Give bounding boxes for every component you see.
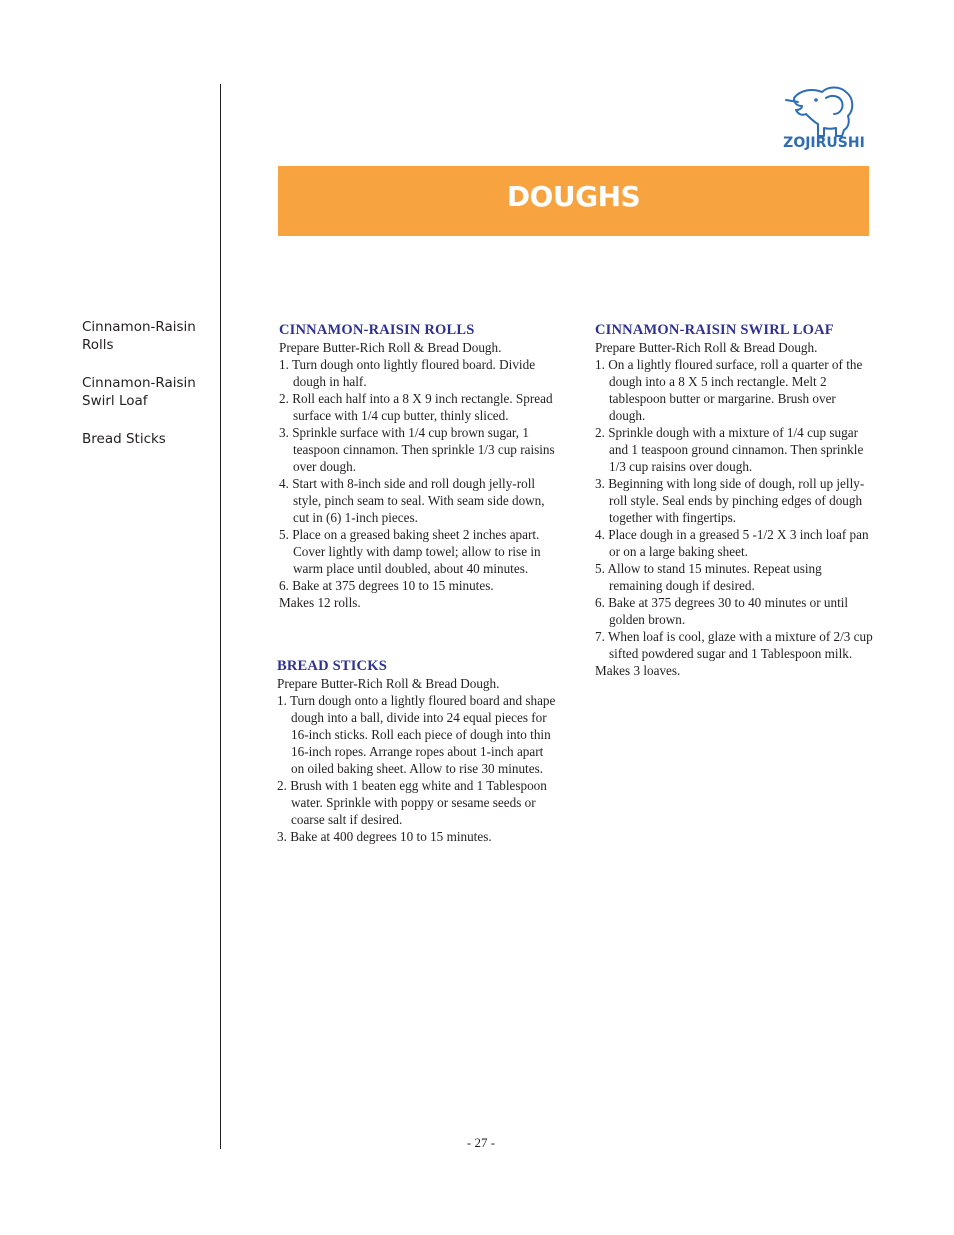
- recipe-steps: [277, 692, 559, 845]
- recipe-step: 5. Allow to stand 15 minutes. Repeat using remaining dough if desired.: [595, 561, 822, 593]
- recipe-step: 3. Beginning with long side of dough, roll up jelly-roll style. Seal ends by pinching edges of dough together with fingertips.: [595, 476, 865, 525]
- recipe-yield: Makes 3 loaves.: [595, 663, 681, 678]
- recipe-step: 6. Bake at 375 degrees 10 to 15 minutes.: [279, 578, 494, 593]
- recipe-step: 1. On a lightly floured surface, roll a quarter of the dough into a 8 X 5 inch rectangle. Melt 2 tablespoon butter or margarine. Brush over dough.: [595, 357, 863, 423]
- section-banner: [278, 166, 869, 236]
- recipe-bread-sticks: [277, 657, 559, 845]
- recipe-step: 2. Roll each half into a 8 X 9 inch rectangle. Spread surface with 1/4 cup butter, thinly sliced.: [279, 391, 553, 423]
- recipe-title: BREAD STICKS: [277, 658, 387, 674]
- sidebar-item-cinnamon-raisin-rolls[interactable]: Cinnamon-Raisin Rolls: [82, 319, 196, 353]
- recipe-step: 4. Start with 8-inch side and roll dough jelly-roll style, pinch seam to seal. With seam side down, cut in (6) 1-inch pieces.: [279, 476, 545, 525]
- recipe-intro: Prepare Butter-Rich Roll & Bread Dough.: [277, 676, 500, 691]
- elephant-icon: [776, 84, 872, 150]
- recipe-step: 6. Bake at 375 degrees 30 to 40 minutes or until golden brown.: [595, 595, 849, 627]
- sidebar-item-cinnamon-raisin-swirl-loaf[interactable]: Cinnamon-Raisin Swirl Loaf: [82, 375, 196, 409]
- recipe-steps: [279, 356, 559, 594]
- sidebar-item-bread-sticks[interactable]: Bread Sticks: [82, 431, 166, 447]
- recipe-step: 3. Sprinkle surface with 1/4 cup brown sugar, 1 teaspoon cinnamon. Then sprinkle 1/3 cup raisins over dough.: [279, 425, 555, 474]
- recipe-step: 1. Turn dough onto lightly floured board. Divide dough in half.: [279, 357, 536, 389]
- recipe-yield: Makes 12 rolls.: [279, 595, 361, 610]
- recipe-cinnamon-raisin-rolls: [279, 321, 559, 611]
- recipe-step: 3. Bake at 400 degrees 10 to 15 minutes.: [277, 829, 492, 844]
- section-title: DOUGHS: [506, 180, 641, 213]
- recipe-step: 7. When loaf is cool, glaze with a mixture of 2/3 cup sifted powdered sugar and 1 Tablespoon milk.: [595, 629, 873, 661]
- page-number: - 27 -: [466, 1135, 496, 1150]
- recipe-title: CINNAMON-RAISIN SWIRL LOAF: [595, 322, 834, 338]
- brand-name: ZOJIRUSHI: [783, 135, 865, 150]
- recipe-steps: [595, 356, 875, 662]
- zojirushi-logo: [776, 84, 872, 150]
- recipe-step: 2. Brush with 1 beaten egg white and 1 Tablespoon water. Sprinkle with poppy or sesame seeds or coarse salt if desired.: [277, 778, 547, 827]
- recipe-intro: Prepare Butter-Rich Roll & Bread Dough.: [279, 340, 502, 355]
- recipe-step: 2. Sprinkle dough with a mixture of 1/4 cup sugar and 1 teaspoon ground cinnamon. Then sprinkle 1/3 cup raisins over dough.: [595, 425, 864, 474]
- sidebar: [82, 318, 212, 468]
- recipe-step: 4. Place dough in a greased 5 -1/2 X 3 inch loaf pan or on a large baking sheet.: [595, 527, 869, 559]
- sidebar-divider: [220, 84, 221, 1149]
- recipe-cinnamon-raisin-swirl-loaf: [595, 321, 875, 679]
- recipe-step: 1. Turn dough onto a lightly floured board and shape dough into a ball, divide into 24 equal pieces for 16-inch sticks. Roll each piece of dough into thin 16-inch ropes. Arrange ropes about 1-inch apart on oiled baking sheet. Allow to rise 30 minutes.: [277, 693, 556, 776]
- recipe-step: 5. Place on a greased baking sheet 2 inches apart. Cover lightly with damp towel; allow to rise in warm place until doubled, about 40 minutes.: [279, 527, 541, 576]
- recipe-intro: Prepare Butter-Rich Roll & Bread Dough.: [595, 340, 818, 355]
- recipe-title: CINNAMON-RAISIN ROLLS: [279, 322, 475, 338]
